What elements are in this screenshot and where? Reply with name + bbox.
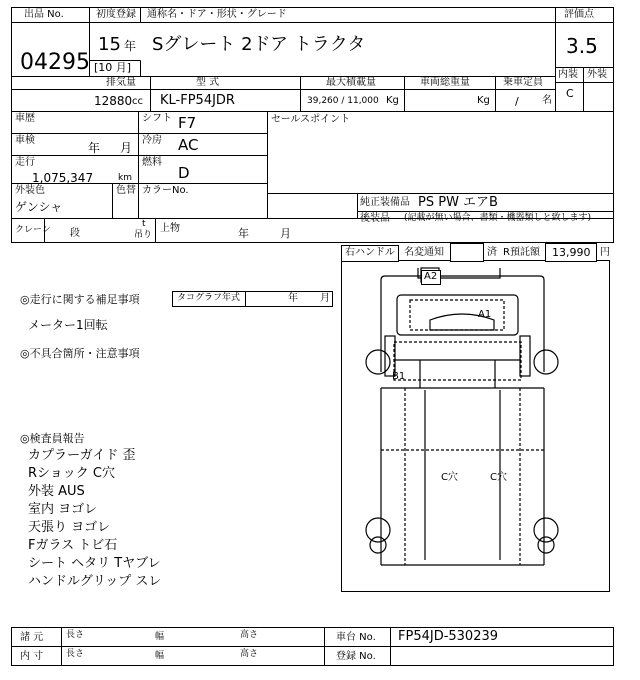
type-label: 型 式 [196,77,220,88]
registration-year: 15 [98,34,121,55]
interior-grade: C [566,87,574,100]
width-label: 幅 [155,632,165,642]
gross-weight-unit: Kg [477,95,490,106]
displacement-value: 12880 [94,94,133,108]
sales-point-label: セールスポイント [271,114,351,125]
damage-mark-c-hole-left: C穴 [441,472,458,483]
defects-title: ◎不具合箇所・注意事項 [20,347,140,360]
truck-outline [366,268,558,565]
recycle-label: R預託額 [503,247,540,258]
score-label: 評価点 [564,9,594,20]
crane-hoist: 吊り [134,230,153,240]
lot-number: 04295 [20,50,90,75]
lot-label: 出品 No. [24,9,64,20]
type-code: KL-FP54JDR [160,93,235,108]
report-item: Rショック C穴 [28,466,115,481]
damage-mark-c-hole-right: C穴 [490,472,507,483]
first-registration-label: 初度登録 [96,9,136,20]
steering-box [341,245,399,262]
color-code-label: カラーNo. [142,185,189,196]
fuel-value: D [178,164,190,182]
chassis-number: FP54JD-530239 [398,629,499,644]
load-label: 最大積載量 [326,77,376,88]
registration-number-label: 登録 No. [336,651,376,662]
capacity-label: 乗車定員 [503,77,543,88]
displacement-unit: cc [132,96,143,107]
inspection-year-unit: 年 [88,141,101,155]
inspection-month-unit: 月 [120,141,133,155]
report-item: Fガラス トビ石 [28,538,118,553]
height-label: 高さ [240,630,259,640]
ac-label: 冷房 [142,135,162,146]
crane-ton: t [142,219,146,229]
recycle-unit: 円 [600,247,610,258]
loading-year-unit: 年 [238,227,249,240]
recycle-amount: 13,990 [552,246,591,259]
load-value: 39,260 / 11,000 [307,96,379,106]
chassis-number-label: 車台 No. [336,632,376,643]
aftermarket-note: (記載が無い場合、書類・機器類しと致します) [404,213,592,223]
running-note: メーター1回転 [28,318,108,332]
report-item: 室内 ヨゴレ [28,502,98,517]
dimensions-label: 諸 元 [20,632,44,643]
name-change-checkbox [450,243,484,262]
ac-value: AC [178,136,199,154]
crane-stage: 段 [70,228,80,239]
aftermarket-label: 後装品 [360,213,390,224]
capacity-unit: 名 [542,95,552,106]
displacement-label: 排気量 [106,77,136,88]
recycle-amount-box [545,243,597,262]
report-item: 外装 AUS [28,484,85,499]
inspection-label: 車検 [15,135,35,146]
inner-dimensions-label: 内 寸 [20,651,44,662]
capacity-separator: / [515,95,519,108]
running-notes-title: ◎走行に関する補足事項 [20,293,140,306]
crane-label: クレーン [15,225,51,235]
shift-label: シフト [142,113,172,124]
mileage-unit: km [118,173,132,183]
damage-mark-a1: A1 [478,309,492,320]
interior-label: 内装 [558,69,578,80]
history-label: 車歴 [15,113,35,124]
inner-height-label: 高さ [240,649,259,659]
mileage-label: 走行 [15,157,35,168]
fuel-label: 燃料 [142,157,162,168]
shift-value: F7 [178,114,197,132]
report-item: シート ヘタリ Tヤブレ [28,556,161,571]
report-item: ハンドルグリップ スレ [28,574,162,589]
color-change-label: 色替 [116,185,136,196]
damage-mark-a2: A2 [424,271,438,282]
equipment-label: 純正装備品 [360,197,410,208]
recycle-paid-mark: 済 [487,247,497,258]
tachograph-year-unit: 年 [288,293,298,304]
exterior-color-label: 外装色 [15,185,45,196]
score-value: 3.5 [566,34,598,58]
loading-month-unit: 月 [280,227,291,240]
model-name: Sグレート 2ドア トラクタ [152,34,366,55]
loading-label: 上物 [160,223,180,234]
registration-month: [10 月] [94,61,132,74]
report-item: カプラーガイド 歪 [28,448,136,463]
inner-width-label: 幅 [155,651,165,661]
name-change-label: 名変通知 [404,247,444,258]
equipment-value: PS PW エアB [418,195,498,210]
steering-value: 右ハンドル [345,247,395,258]
tachograph-label: タコグラフ年式 [177,293,241,303]
damage-mark-b1: B1 [392,371,406,382]
gross-weight-label: 車両総重量 [420,77,470,88]
inspector-title: ◎検査員報告 [20,432,85,445]
length-label: 長さ [66,630,85,640]
report-item: 天張り ヨゴレ [28,520,111,535]
tachograph-month-unit: 月 [320,293,330,304]
load-unit: Kg [386,95,399,106]
inner-length-label: 長さ [66,649,85,659]
model-label: 通称名・ドア・形状・グレード [147,9,287,20]
exterior-color-value: ゲンシャ [15,200,63,214]
exterior-label: 外装 [587,69,607,80]
registration-year-unit: 年 [124,39,137,53]
mileage-value: 1,075,347 [32,171,94,185]
